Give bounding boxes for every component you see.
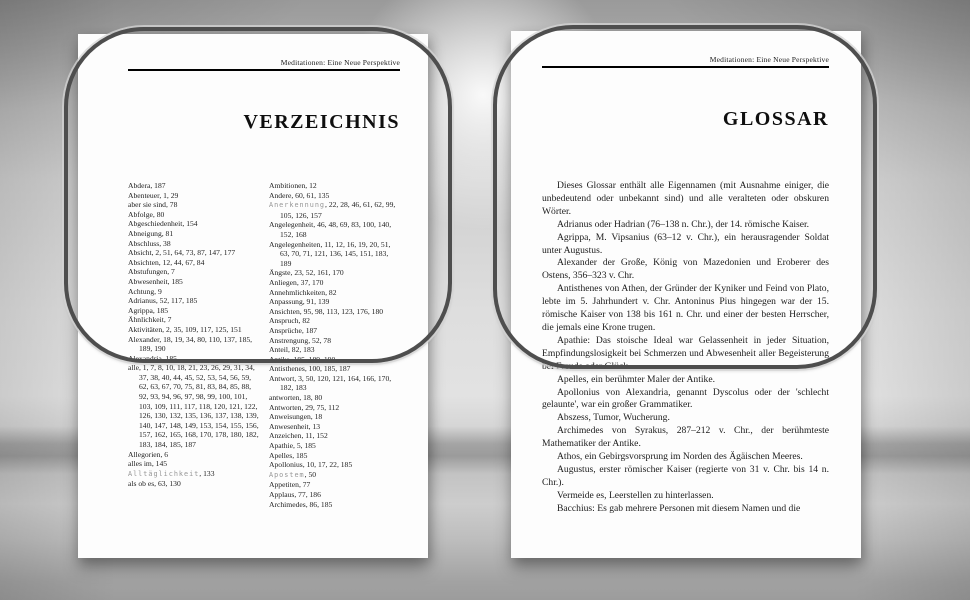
index-term: Annehmlichkeiten [269, 287, 326, 297]
index-term: Anstrengung [269, 335, 309, 345]
glossary-paragraph: Apathie: Das stoische Ideal war Gelassenheit in jeder Situation, Empfindungslosigkeit bei Schmerzen und Abwesenheit aller Begeisterung bei Freude oder Glück. [542, 334, 829, 372]
running-header: Meditationen: Eine Neue Perspektive [128, 58, 400, 71]
running-header: Meditationen: Eine Neue Perspektive [542, 55, 829, 68]
index-entry: Angelegenheiten, 11, 12, 16, 19, 20, 51, 63, 70, 71, 121, 136, 145, 151, 183, 189 [269, 239, 391, 268]
index-term: aber sie sind [128, 200, 166, 210]
index-term: Antike [269, 354, 290, 364]
index-term: Alexander [128, 334, 160, 344]
index-term: Archimedes [269, 499, 306, 509]
index-entry: Antwort, 3, 50, 120, 121, 164, 166, 170, 182, 183 [269, 373, 392, 393]
index-entry: Ängste, 23, 52, 161, 170 [269, 268, 344, 278]
index-term: Abenteuer [128, 190, 160, 200]
index-entry: Antworten, 29, 75, 112 [269, 402, 340, 412]
index-term: Antwort [269, 373, 295, 383]
index-entry: Absichten, 12, 44, 67, 84 [128, 257, 205, 267]
glossary-page-title: GLOSSAR [722, 108, 829, 130]
glossary-paragraph: Apollonius von Alexandria, genannt Dyscolus oder der 'schlecht gelaunte', war ein großer Grammatiker. [542, 386, 829, 411]
index-entry: Abgeschiedenheit, 154 [128, 219, 198, 229]
index-term: Angelegenheiten [269, 239, 321, 249]
index-term: Angelegenheit [269, 220, 314, 230]
index-entry: Anliegen, 37, 170 [269, 277, 324, 287]
index-term: Aktivitäten [128, 324, 163, 334]
index-entry: Ansichten, 95, 98, 113, 123, 176, 180 [269, 306, 384, 316]
index-term: Alltäglichkeit [128, 469, 200, 478]
index-entry: Anpassung, 91, 139 [269, 297, 330, 307]
index-entry: Abschluss, 38 [128, 238, 171, 248]
index-term: Apelles [269, 450, 293, 460]
index-term: Applaus [269, 490, 295, 499]
index-entry: Ähnlichkeit, 7 [128, 315, 172, 325]
index-entry: Annehmlichkeiten, 82 [269, 287, 337, 297]
index-entry: Alexander, 18, 19, 34, 80, 110, 137, 185, 189, 190 [128, 334, 253, 354]
index-term: Apathie [269, 441, 294, 451]
index-entry: als ob es, 63, 130 [128, 479, 181, 489]
index-entry: Abfolge, 80 [128, 209, 165, 219]
index-entry: Abneigung, 81 [128, 228, 174, 238]
index-entry: Agrippa, 185 [128, 305, 169, 315]
index-entry: Absicht, 2, 51, 64, 73, 87, 147, 177 [128, 248, 236, 258]
index-entry: Anerkennung, 22, 28, 46, 61, 62, 99, 105, 126, 157 [269, 200, 396, 220]
index-entry: Apathie, 5, 185 [269, 441, 316, 451]
index-term: Anerkennung [269, 201, 326, 210]
index-entry: Apostem, 50 [269, 469, 317, 479]
index-term: Apostem [269, 470, 305, 479]
index-entry: Anwesenheit, 13 [269, 421, 321, 431]
index-term: Allegorien [128, 449, 161, 459]
index-entry: aber sie sind, 78 [128, 200, 178, 210]
magnifier-frame-left [64, 27, 452, 363]
index-term: Anspruch [269, 316, 299, 326]
index-entry: Apollonius, 10, 17, 22, 185 [269, 460, 353, 470]
index-term: alle [128, 363, 139, 373]
index-entry: Anteil, 82, 183 [269, 345, 315, 355]
index-entry: Aktivitäten, 2, 35, 109, 117, 125, 151 [128, 324, 242, 334]
index-term: Adrianus [128, 296, 156, 306]
index-entry: Archimedes, 86, 185 [269, 499, 333, 509]
index-entry: Achtung, 9 [128, 286, 162, 296]
index-entry: Anzeichen, 11, 152 [269, 431, 328, 441]
index-entry: Antike, 185, 189, 190 [269, 354, 336, 364]
index-entry: Abwesenheit, 185 [128, 276, 183, 286]
index-entry: Appetiten, 77 [269, 480, 311, 490]
index-entry: Ambitionen, 12 [269, 181, 317, 190]
index-entry: Abenteuer, 1, 29 [128, 190, 179, 200]
index-term: Antworten [269, 402, 302, 412]
glossary-paragraph: Dieses Glossar enthält alle Eigennamen (mit Ausnahme einiger, die unbedeutend oder unbekannt sind) und alle veralteten oder obskuren Wörter. [542, 180, 829, 217]
index-term: Abstufungen [128, 267, 168, 277]
index-entry: Ansprüche, 187 [269, 325, 318, 335]
index-entry: alle, 1, 7, 8, 10, 18, 21, 23, 26, 29, 31, 34, 37, 38, 40, 44, 45, 52, 53, 54, 56, 59, 62, 63, 67, 70, 75, 81, 83, 84, 85, 88, 92, 93, 94, 96, 97, 98, 99, 100, 101, 103, 109, 111, 117, 118, 120, 121, 122, 126, 130, 132, 135, 136, 137, 138, 139, 140, 147, 148, 149, 153, 154, 155, 156, 157, 162, 165, 168, 170, 178, 180, 182, 183, 184, 185, 187 [128, 363, 259, 450]
index-term: Abdera [128, 181, 151, 190]
index-term: Anliegen [269, 277, 297, 287]
index-term: Anwesenheit [269, 421, 309, 431]
index-entry: Abstufungen, 7 [128, 267, 175, 277]
index-term: Absicht [128, 248, 152, 258]
glossary-paragraph: Abszess, Tumor, Wucherung. [557, 412, 670, 424]
index-term: Ambitionen [269, 181, 306, 190]
index-entry: Anstrengung, 52, 78 [269, 335, 332, 345]
index-entry: Andere, 60, 61, 135 [269, 190, 330, 200]
glossary-paragraph: Athos, ein Gebirgsvorsprung im Norden des Ägäischen Meeres. [557, 451, 803, 463]
index-term: Ängste [269, 268, 291, 278]
index-term: Ähnlichkeit [128, 315, 164, 325]
index-entry: alles im, 145 [128, 459, 168, 469]
glossary-paragraph: Antisthenes von Athen, der Gründer der Kyniker und Feind von Plato, lebte im 5. Jahrhundert v. Chr. Antoninus Pius hingegen war der 15. römische Kaiser von 138 bis 161 n. Chr. und einer der besten Herrscher, die jemals eine Krone trugen. [542, 283, 829, 333]
index-term: Abfolge [128, 209, 153, 219]
index-term: Anpassung [269, 297, 303, 307]
magnifier-frame-right [493, 25, 877, 369]
index-entry: Abdera, 187 [128, 181, 166, 190]
index-term: antworten [269, 393, 300, 403]
index-term: als ob es [128, 479, 155, 489]
index-term: Absichten [128, 257, 159, 267]
index-page-title: VERZEICHNIS [243, 111, 400, 133]
index-term: Ansprüche [269, 325, 302, 335]
index-entry: antworten, 18, 80 [269, 393, 323, 403]
index-term: Anteil [269, 345, 288, 355]
index-term: Alexandria [128, 353, 162, 363]
index-entry: Anweisungen, 18 [269, 412, 323, 422]
index-entry: Adrianus, 52, 117, 185 [128, 296, 198, 306]
index-entry: Applaus, 77, 186 [269, 490, 321, 499]
index-term: alles im [128, 459, 152, 469]
index-entry: Anspruch, 82 [269, 316, 310, 326]
index-entry: Antisthenes, 100, 185, 187 [269, 364, 351, 374]
glossary-paragraph: Agrippa, M. Vipsanius (63–12 v. Chr.), ein herausragender Soldat unter Augustus. [542, 231, 829, 256]
index-term: Anzeichen [269, 431, 302, 441]
glossary-paragraph: Augustus, erster römischer Kaiser (regierte von 31 v. Chr. bis 14 n. Chr.). [542, 463, 829, 488]
index-entry: Allegorien, 6 [128, 449, 169, 459]
index-term: Achtung [128, 286, 155, 296]
glossary-paragraph: Adrianus oder Hadrian (76–138 n. Chr.), der 14. römische Kaiser. [557, 218, 810, 230]
index-term: Anweisungen [269, 412, 311, 422]
glossary-paragraph: Apelles, ein berühmter Maler der Antike. [557, 373, 715, 385]
glossary-paragraph: Bacchius: Es gab mehrere Personen mit diesem Namen und die [557, 502, 801, 514]
glossary-paragraph: Alexander der Große, König von Mazedonien und Eroberer des Ostens, 356–323 v. Chr. [542, 257, 829, 282]
index-entry: Apelles, 185 [269, 450, 308, 460]
index-term: Ansichten [269, 306, 300, 316]
index-term: Antisthenes [269, 364, 305, 374]
index-entry: Alexandria, 185 [128, 353, 177, 363]
index-entry: Angelegenheit, 46, 48, 69, 83, 100, 140, 152, 168 [269, 220, 392, 239]
index-term: Appetiten [269, 480, 299, 490]
index-term: Apollonius [269, 460, 303, 470]
index-term: Abneigung [128, 228, 162, 238]
index-term: Abgeschiedenheit [128, 219, 183, 229]
index-entry: Alltäglichkeit, 133 [128, 468, 215, 478]
glossary-paragraph: Vermeide es, Leerstellen zu hinterlassen. [557, 489, 714, 501]
index-term: Abschluss [128, 238, 160, 248]
index-term: Agrippa [128, 305, 153, 315]
index-term: Andere [269, 190, 292, 200]
index-term: Abwesenheit [128, 276, 168, 286]
glossary-paragraph: Archimedes von Syrakus, 287–212 v. Chr., der berühmteste Mathematiker der Antike. [542, 425, 829, 450]
